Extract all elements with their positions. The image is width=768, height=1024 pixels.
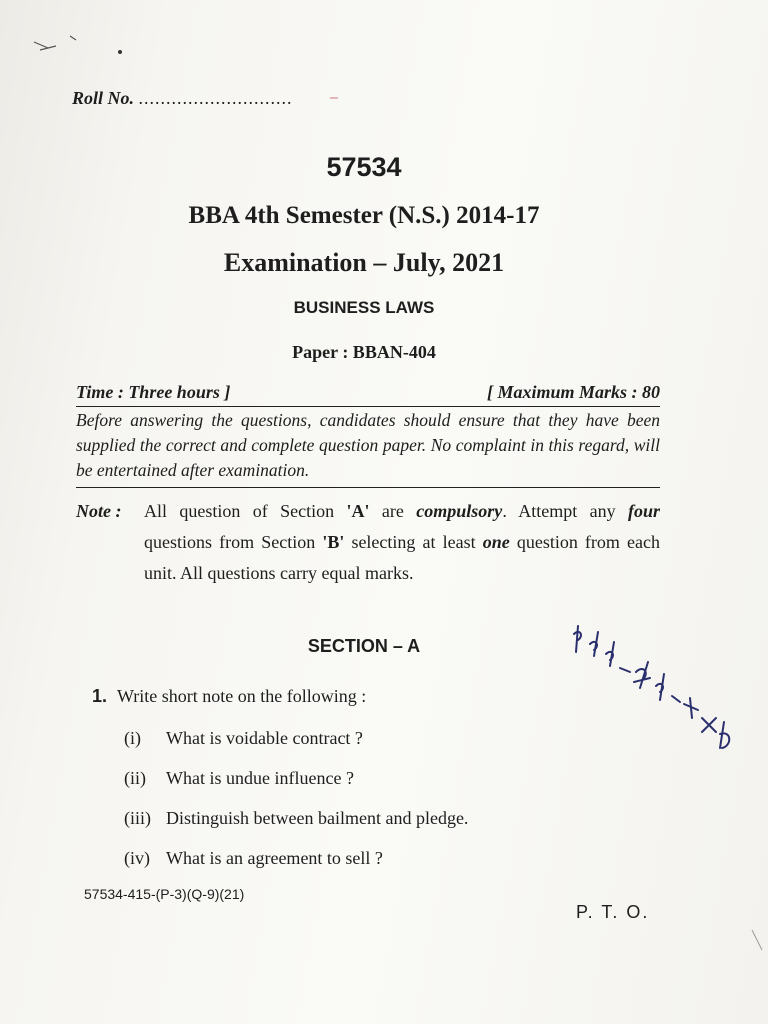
sub-question-numeral: (iv) <box>124 848 150 868</box>
paper-footer-code: 57534-415-(P-3)(Q-9)(21) <box>84 886 245 902</box>
note-section-b: 'B' <box>322 532 345 552</box>
note-section-a: 'A' <box>346 501 370 521</box>
note-text-part: question from each unit. All questions carry equal marks. <box>144 532 660 583</box>
question-text: Write short note on the following : <box>117 686 367 706</box>
note-text-part: All question of Section <box>144 501 347 521</box>
sub-question-text: What is undue influence ? <box>166 768 354 788</box>
question-1 <box>92 686 366 707</box>
handwritten-annotation <box>560 622 750 812</box>
time-marks-row <box>76 382 660 407</box>
sub-question-iii <box>124 808 468 829</box>
note-label: Note : <box>76 501 122 521</box>
candidate-warning: Before answering the questions, candidates should ensure that they have been supplied the correct and complete question paper. No complaint in this regard, will be entertained after examination. <box>76 408 660 488</box>
paper-code: 57534 <box>326 152 402 182</box>
note-text-part: selecting at least <box>344 532 483 552</box>
note-text <box>144 496 660 589</box>
exam-title: Examination – July, 2021 <box>223 248 505 277</box>
sub-question-text: What is an agreement to sell ? <box>166 848 383 868</box>
subject-title: BUSINESS LAWS <box>293 298 435 317</box>
sub-question-ii <box>124 768 354 789</box>
sub-question-numeral: (iii) <box>124 808 151 828</box>
note-text-part: are <box>369 501 417 521</box>
note-compulsory: compulsory <box>416 501 503 521</box>
sub-question-text: What is voidable contract ? <box>166 728 363 748</box>
sub-question-i <box>124 728 363 749</box>
roll-number-label: Roll No. <box>72 88 135 108</box>
paper-number: Paper : BBAN-404 <box>292 342 436 362</box>
sub-question-numeral: (i) <box>124 728 141 748</box>
note-one: one <box>482 532 510 552</box>
time-allowed: Time : Three hours ] <box>76 382 231 402</box>
roll-number-field <box>72 88 293 109</box>
question-number: 1. <box>92 686 108 706</box>
sub-question-text: Distinguish between bailment and pledge. <box>166 808 469 828</box>
roll-number-dots: ............................ <box>138 88 293 108</box>
note-four: four <box>627 501 660 521</box>
note-text-part: questions from Section <box>144 532 323 552</box>
note-text-part: . Attempt any <box>502 501 628 521</box>
sub-question-iv <box>124 848 383 869</box>
sub-question-numeral: (ii) <box>124 768 146 788</box>
note-block <box>76 496 660 589</box>
please-turn-over: P. T. O. <box>576 902 650 922</box>
course-title: BBA 4th Semester (N.S.) 2014-17 <box>188 202 540 229</box>
maximum-marks: [ Maximum Marks : 80 <box>486 382 660 402</box>
section-a-heading: SECTION – A <box>307 636 421 656</box>
